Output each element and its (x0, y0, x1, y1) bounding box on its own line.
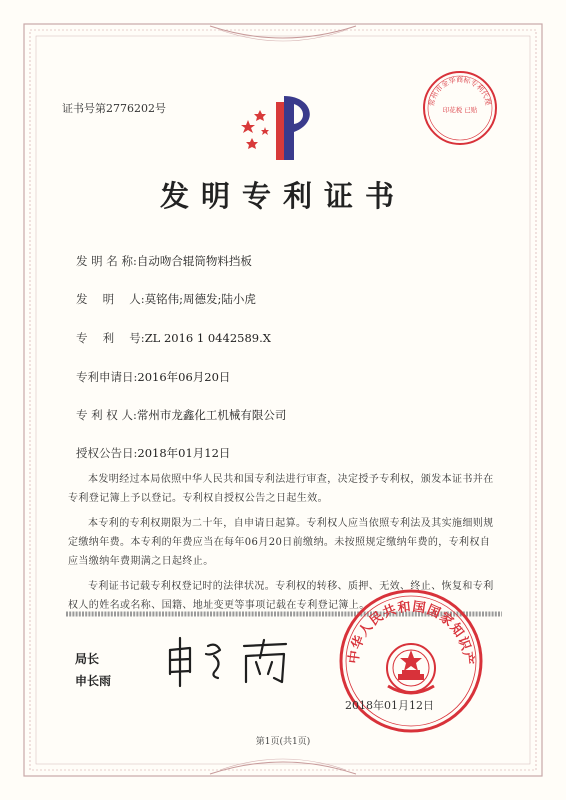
body-paragraph: 本专利的专利权期限为二十年，自申请日起算。专利权人应当依照专利法及其实施细则规定缴纳年费。本专利的年费应当在每年06月20日前缴纳。未按照规定缴纳年费的，专利权自应当缴纳年费期满之日起终止。 (68, 518, 494, 567)
body-paragraph: 本发明经过本局依照中华人民共和国专利法进行审查，决定授予专利权，颁发本证书并在专利登记簿上予以登记。专利权自授权公告之日起生效。 (68, 474, 494, 504)
page-title: 发明专利证书 (159, 179, 406, 213)
agency-seal-icon (420, 68, 500, 148)
field-value: ZL 2016 1 0442589.X (144, 331, 271, 345)
svg-text:中华人民共和国国家知识产权局 (336, 586, 476, 666)
director-signature (160, 632, 300, 688)
field-label: 专 利 权 人: (76, 408, 137, 422)
field-label: 发 明 名 称: (76, 254, 137, 268)
field-label: 发 明 人: (76, 292, 145, 306)
field-patentee (76, 407, 286, 423)
official-seal-text: 中华人民共和国国家知识产 (346, 599, 476, 667)
body-paragraph: 专利证书记载专利权登记时的法律状况。专利权的转移、质押、无效、终止、恢复和专利权人的姓名或名称、国籍、地址变更等事项记载在专利登记簿上。 (68, 581, 494, 611)
field-value: 莫铭伟;周德发;陆小虎 (144, 292, 256, 306)
field-patent-number (76, 330, 271, 346)
director-title: 局长 (75, 652, 100, 666)
agency-seal-center: 印花税 已贴 (442, 106, 478, 114)
director-name: 申长雨 (75, 674, 112, 688)
field-label: 专 利 号: (76, 331, 145, 345)
field-inventors (76, 291, 256, 307)
page-number: 第1页(共1页) (255, 737, 311, 747)
official-seal-icon (336, 586, 486, 736)
field-grant-date (76, 445, 230, 461)
field-label: 授权公告日: (76, 446, 138, 460)
field-value: 2016年06月20日 (137, 370, 231, 384)
issue-date: 2018年01月12日 (345, 699, 434, 712)
agency-seal (420, 68, 500, 152)
field-filing-date (76, 369, 230, 385)
field-value: 自动吻合辊筒物料挡板 (136, 254, 252, 268)
field-value: 常州市龙鑫化工机械有限公司 (136, 408, 287, 422)
cnipa-logo-icon (232, 92, 332, 164)
agency-seal-text: 常州市金华商标专利代理 (427, 75, 492, 107)
field-invention-name (76, 253, 252, 269)
official-seal (336, 586, 486, 740)
field-label: 专利申请日: (76, 370, 138, 384)
national-emblem-icon (387, 644, 435, 693)
certificate-number: 证书号第2776202号 (62, 102, 166, 115)
field-value: 2018年01月12日 (137, 446, 231, 460)
